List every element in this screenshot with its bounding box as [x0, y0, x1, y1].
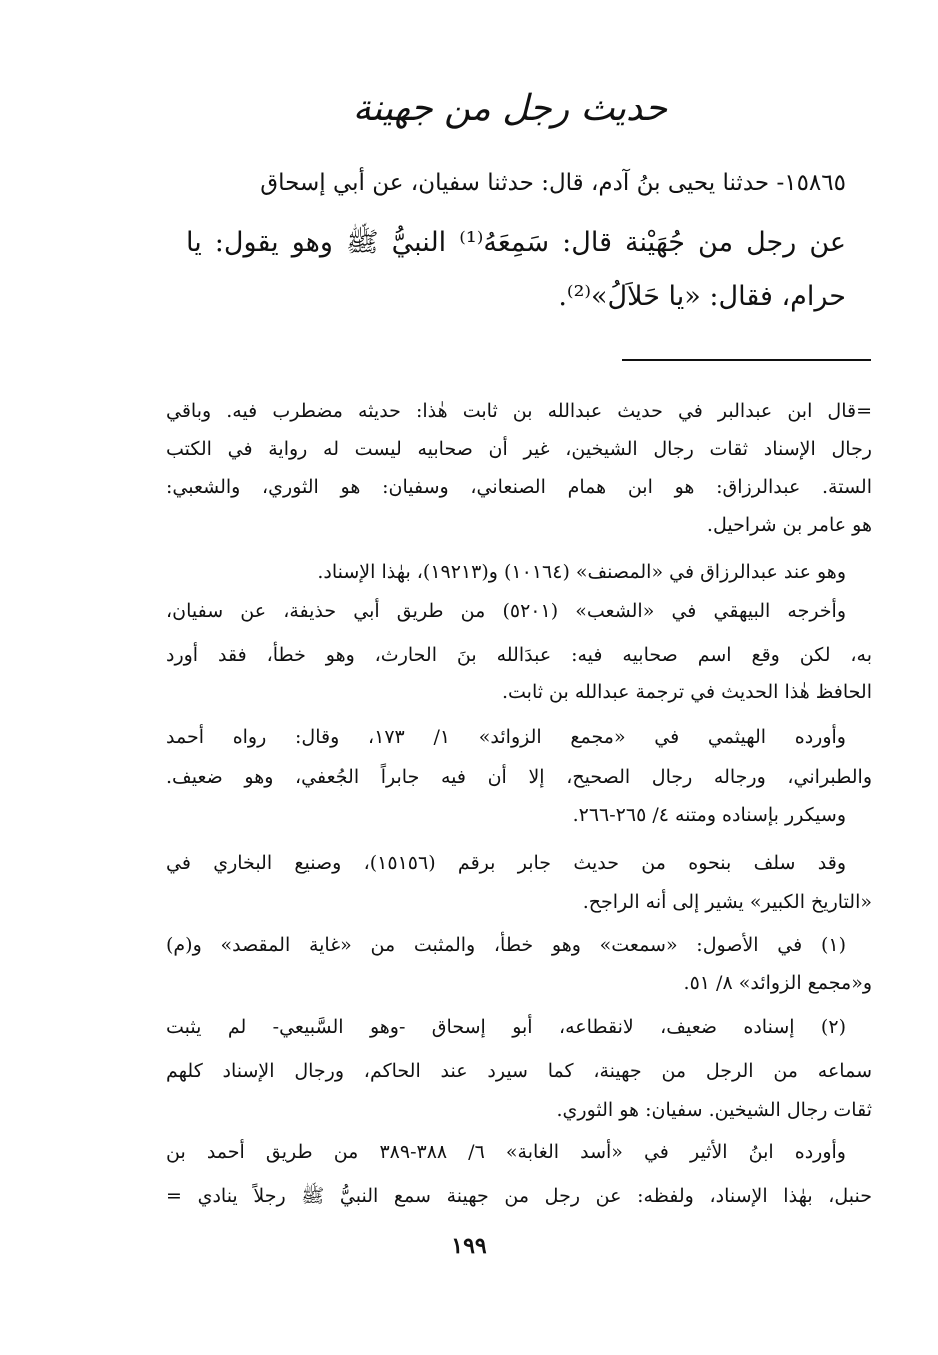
- footnote-line: والطبراني، ورجاله رجال الصحيح، إلا أن فيه جابراً الجُعفي، وهو ضعيف.: [166, 766, 872, 788]
- hadith-line-1: ١٥٨٦٥- حدثنا يحيى بنُ آدم، قال: حدثنا سفيان، عن أبي إسحاق: [260, 170, 846, 196]
- hadith-line-2: عن رجل من جُهَيْنة قال: سَمِعَهُ⁽¹⁾ النبيُّ ﷺ وهو يقول: يا: [186, 227, 846, 258]
- footnote-line: وهو عند عبدالرزاق في «المصنف» (١٠١٦٤) و(١٩٢١٣)، بهٰذا الإسناد.: [317, 561, 846, 583]
- footnote-line: وأورده الهيثمي في «مجمع الزوائد» ١/ ١٧٣، وقال: رواه أحمد: [166, 726, 846, 748]
- footnote-line: وسيكرر بإسناده ومتنه ٤/ ٢٦٥-٢٦٦.: [572, 804, 846, 826]
- footnote-line: هو عامر بن شراحيل.: [706, 514, 872, 536]
- footnote-line: الستة. عبدالرزاق: هو ابن همام الصنعاني، وسفيان: هو الثوري، والشعبي:: [166, 476, 872, 498]
- footnote-separator: [622, 359, 871, 361]
- footnote-line: وأورده ابنُ الأثير في «أسد الغابة» ٦/ ٣٨٨-٣٨٩ من طريق أحمد بن: [166, 1141, 846, 1163]
- footnote-line: به، لكن وقع اسم صحابيه فيه: عبدَالله بنَ الحارث، وهو خطأ، فقد أورد: [166, 644, 872, 666]
- footnote-line: =قال ابن عبدالبر في حديث عبدالله بن ثابت هٰذا: حديثه مضطرب فيه. وباقي: [166, 400, 872, 422]
- footnote-line: «التاريخ الكبير» يشير إلى أنه الراجح.: [582, 891, 872, 913]
- chapter-heading: حديث رجل من جهينة: [352, 88, 668, 129]
- footnote-line: (٢) إسناده ضعيف، لانقطاعه، أبو إسحاق -وهو السَّبيعي- لم يثبت: [166, 1016, 846, 1038]
- page-number: ١٩٩: [451, 1233, 487, 1259]
- footnote-line: حنبل، بهٰذا الإسناد، ولفظه: عن رجل من جهينة سمع النبيُّ ﷺ رجلاً ينادي =: [166, 1185, 872, 1207]
- footnote-line: رجال الإسناد ثقات رجال الشيخين، غير أن صحابيه ليست له رواية في الكتب: [166, 438, 872, 460]
- footnote-line: الحافظ هٰذا الحديث في ترجمة عبدالله بن ثابت.: [501, 681, 872, 703]
- footnote-line: ثقات رجال الشيخين. سفيان: هو الثوري.: [556, 1099, 872, 1121]
- footnote-line: وقد سلف بنحوه من حديث جابر برقم (١٥١٥٦)، وصنيع البخاري في: [166, 852, 847, 874]
- hadith-line-3: حرام، فقال: «يا حَلاَلُ»⁽²⁾.: [558, 281, 846, 312]
- footnote-line: و«مجمع الزوائد» ٨/ ٥١.: [683, 972, 872, 994]
- footnote-line: (١) في الأصول: «سمعت» وهو خطأ، والمثبت من «غاية المقصد» و(م): [166, 934, 846, 956]
- footnote-line: وأخرجه البيهقي في «الشعب» (٥٢٠١) من طريق أبي حذيفة، عن سفيان،: [166, 600, 847, 622]
- footnote-line: سماعه من الرجل من جهينة، كما سيرد عند الحاكم، ورجال الإسناد كلهم: [166, 1060, 872, 1082]
